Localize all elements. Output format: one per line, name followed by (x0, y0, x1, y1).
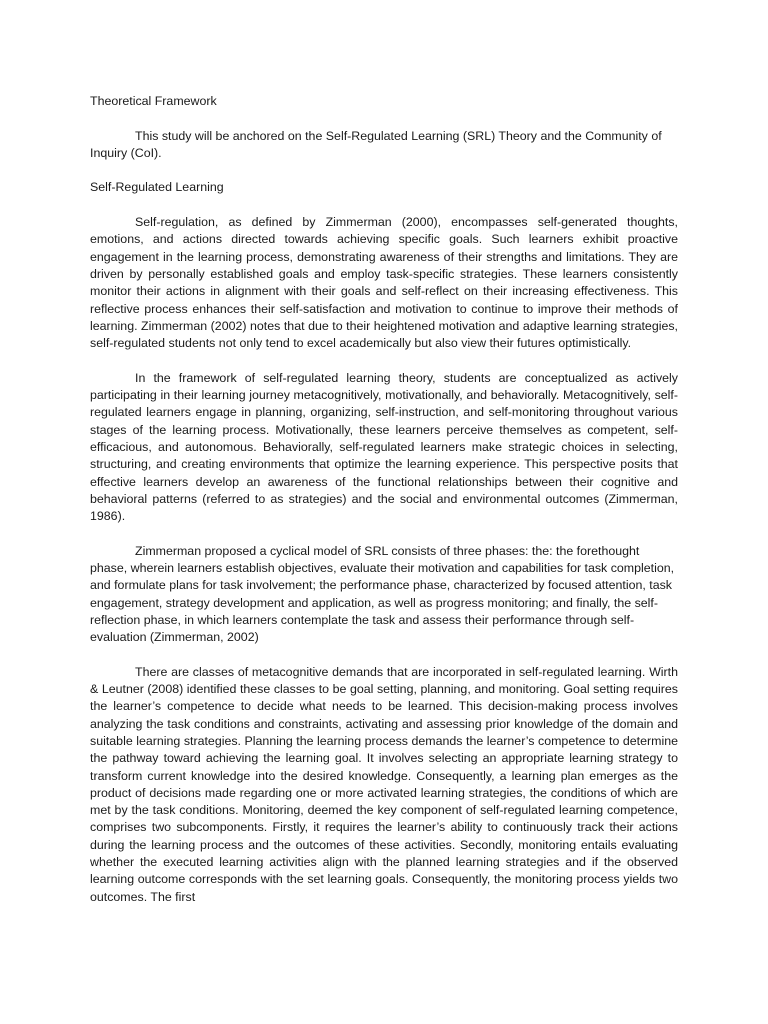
body-paragraph-4: There are classes of metacognitive demands that are incorporated in self-regulated learning. Wirth & Leutner (2008) identified these classes to be goal setting, planning, and monitoring. Goal setting requires the learner’s competence to decide what needs to be learned. This decision-making process involves analyzing the task conditions and constraints, activating and assessing prior knowledge of the domain and suitable learning strategies. Planning the learning process demands the learner’s competence to determine the pathway toward achieving the learning goal. It involves selecting an appropriate learning strategy to transform current knowledge into the desired knowledge. Consequently, a learning plan emerges as the product of decisions made regarding one or more activated learning strategies, the conditions of which are met by the task conditions. Monitoring, deemed the key component of self-regulated learning competence, comprises two subcomponents. Firstly, it requires the learner’s ability to continuously track their actions during the learning process and the outcomes of these activities. Secondly, monitoring entails evaluating whether the executed learning activities align with the planned learning strategies and if the observed learning outcome corresponds with the set learning goals. Consequently, the monitoring process yields two outcomes. The first (90, 664, 678, 904)
body-paragraph-1: Self-regulation, as defined by Zimmerman (2000), encompasses self-generated thoughts, emotions, and actions directed towards achieving specific goals. Such learners exhibit proactive engagement in the learning process, demonstrating awareness of their strengths and limitations. They are driven by personally established goals and employ task-specific strategies. These learners consistently monitor their actions in alignment with their goals and self-reflect on their increasing effectiveness. This reflective process enhances their self-satisfaction and motivation to continue to improve their methods of learning. Zimmerman (2002) notes that due to their heightened motivation and adaptive learning strategies, self-regulated students not only tend to excel academically but also view their futures optimistically. (90, 215, 678, 351)
body-paragraph-2: In the framework of self-regulated learning theory, students are conceptualized as actively participating in their learning journey metacognitively, motivationally, and behaviorally. Metacognitively, self-regulated learners engage in planning, organizing, self-instruction, and self-monitoring throughout various stages of the learning process. Motivationally, these learners perceive themselves as competent, self-efficacious, and autonomous. Behaviorally, self-regulated learners make strategic choices in selecting, structuring, and creating environments that optimize the learning experience. This perspective posits that effective learners develop an awareness of the functional relationships between their cognitive and behavioral patterns (referred to as strategies) and the social and environmental outcomes (Zimmerman, 1986). (90, 370, 678, 524)
document-page (90, 93, 678, 923)
intro-paragraph: This study will be anchored on the Self-Regulated Learning (SRL) Theory and the Community of Inquiry (CoI). (90, 128, 662, 160)
document-title: Theoretical Framework (90, 94, 217, 108)
section-heading: Self-Regulated Learning (90, 180, 224, 195)
body-paragraph-3: Zimmerman proposed a cyclical model of SRL consists of three phases: the: the forethought phase, wherein learners establish objectives, evaluate their motivation and capabilities for task completion, and formulate plans for task involvement; the performance phase, characterized by focused attention, task engagement, strategy development and application, as well as progress monitoring; and finally, the self-reflection phase, in which learners contemplate the task and assess their performance through self-evaluation (Zimmerman, 2002) (90, 543, 675, 645)
